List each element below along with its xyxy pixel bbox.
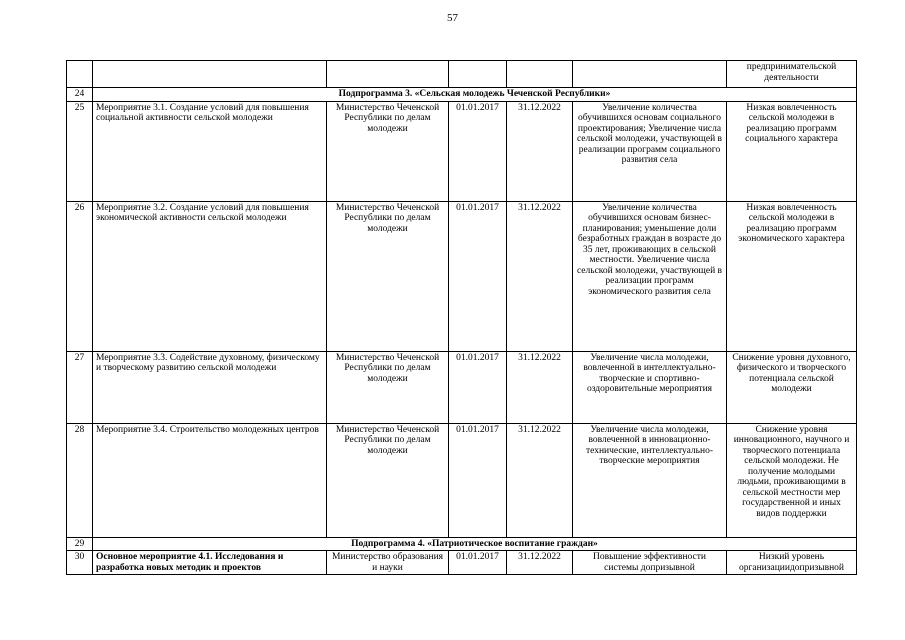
cell-executor: Министерство Чеченской Республики по делам молодежи [327, 101, 449, 201]
cell-result: Увеличение числа молодежи, вовлеченной в интеллектуально-творческие и спортивно-оздоровительные мероприятия [573, 351, 727, 423]
table-row [67, 551, 857, 575]
cell-result: Увеличение числа молодежи, вовлеченной в инновационно-технические, интеллектуально-творческие мероприятия [573, 423, 727, 537]
cell-result: Повышение эффективности системы допризывной [573, 551, 727, 575]
cell-num: 24 [67, 88, 93, 102]
cell-executor: Министерство Чеченской Республики по делам молодежи [327, 423, 449, 537]
cell-end: 31.12.2022 [507, 423, 573, 537]
table-row [67, 61, 857, 88]
cell-start: 01.01.2017 [449, 351, 507, 423]
cell-start: 01.01.2017 [449, 423, 507, 537]
cell-result: Увеличение количества обучившихся основам бизнес-планирования; уменьшение доли безработных граждан в возрасте до 35 лет, проживающих в сельской местности. Увеличение числа сельской молодежи, участвующей в реализации программ экономического развития села [573, 201, 727, 351]
cell-start: 01.01.2017 [449, 101, 507, 201]
cell-result [573, 61, 727, 88]
cell-end: 31.12.2022 [507, 351, 573, 423]
table-row [67, 423, 857, 537]
cell-name: Мероприятие 3.1. Создание условий для повышения социальной активности сельской молодежи [93, 101, 327, 201]
cell-executor: Министерство Чеченской Республики по делам молодежи [327, 351, 449, 423]
cell-start: 01.01.2017 [449, 551, 507, 575]
cell-risk: Снижение уровня духовного, физического и творческого потенциала сельской молодежи [727, 351, 857, 423]
cell-risk: Низкий уровень организациидопризывной [727, 551, 857, 575]
page-number: 57 [447, 12, 458, 24]
subprogram-title: Подпрограмма 3. «Сельская молодежь Чеченской Республики» [93, 88, 857, 102]
cell-name: Мероприятие 3.4. Строительство молодежных центров [93, 423, 327, 537]
subprogram-header-row [67, 537, 857, 551]
cell-num: 27 [67, 351, 93, 423]
cell-num [67, 61, 93, 88]
table-row [67, 101, 857, 201]
cell-risk: Низкая вовлеченность сельской молодежи в реализацию программ социального характера [727, 101, 857, 201]
cell-num: 25 [67, 101, 93, 201]
cell-name [93, 61, 327, 88]
cell-num: 30 [67, 551, 93, 575]
cell-name: Мероприятие 3.2. Создание условий для повышения экономической активности сельской молодежи [93, 201, 327, 351]
cell-start [449, 61, 507, 88]
cell-executor: Министерство образования и науки [327, 551, 449, 575]
subprogram-header-row [67, 88, 857, 102]
cell-num: 26 [67, 201, 93, 351]
cell-name: Мероприятие 3.3. Содействие духовному, физическому и творческому развитию сельской молодежи [93, 351, 327, 423]
cell-num: 29 [67, 537, 93, 551]
cell-risk: предпринимательской деятельности [727, 61, 857, 88]
table-row [67, 201, 857, 351]
cell-executor: Министерство Чеченской Республики по делам молодежи [327, 201, 449, 351]
cell-name: Основное мероприятие 4.1. Исследования и разработка новых методик и проектов [93, 551, 327, 575]
subprogram-title: Подпрограмма 4. «Патриотическое воспитание граждан» [93, 537, 857, 551]
cell-start: 01.01.2017 [449, 201, 507, 351]
cell-end: 31.12.2022 [507, 551, 573, 575]
cell-end: 31.12.2022 [507, 201, 573, 351]
cell-end: 31.12.2022 [507, 101, 573, 201]
program-measures-table [66, 60, 857, 575]
cell-end [507, 61, 573, 88]
cell-risk: Низкая вовлеченность сельской молодежи в реализацию программ экономического характера [727, 201, 857, 351]
cell-risk: Снижение уровня инновационного, научного и творческого потенциала сельской молодежи. Не получение молодыми людьми, проживающими в сельской местности мер государственной и иных видов поддержки [727, 423, 857, 537]
cell-executor [327, 61, 449, 88]
table-row [67, 351, 857, 423]
cell-result: Увеличение количества обучившихся основам социального проектирования; Увеличение числа сельской молодежи, участвующей в реализации программ социального развития села [573, 101, 727, 201]
cell-num: 28 [67, 423, 93, 537]
